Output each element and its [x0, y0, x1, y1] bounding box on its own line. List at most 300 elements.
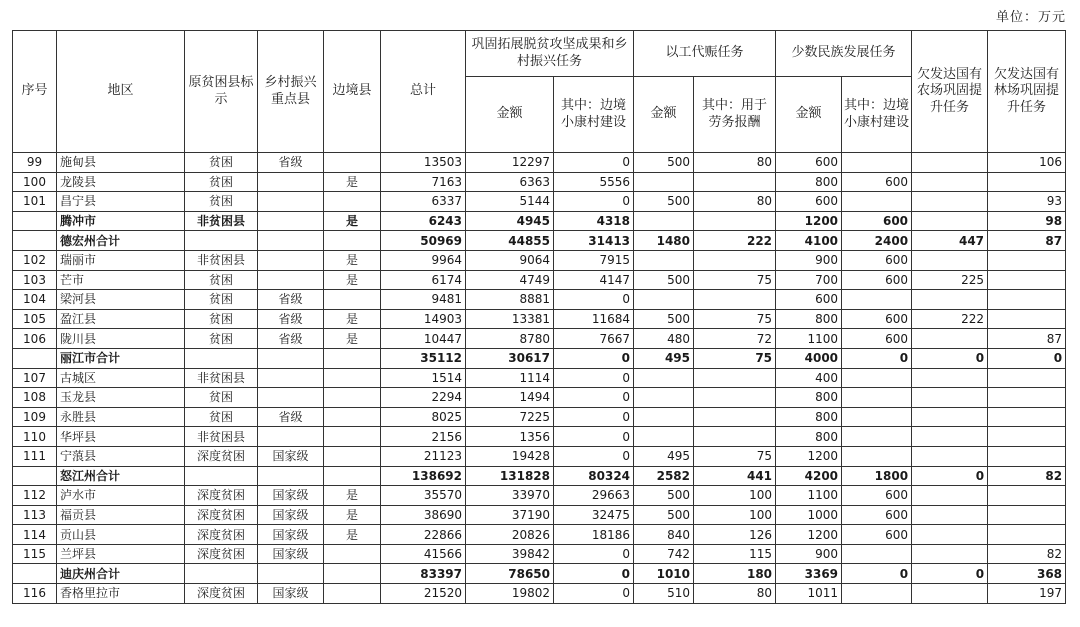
- cell-revitalization: 国家级: [258, 584, 324, 604]
- cell-minority-amount: 900: [776, 250, 842, 270]
- cell-work-relief-labor: 75: [694, 348, 776, 368]
- header-consolidate: 巩固拓展脱贫攻坚成果和乡村振兴任务: [466, 31, 634, 77]
- cell-work-relief-labor: [694, 407, 776, 427]
- cell-farm: [912, 584, 988, 604]
- cell-minority-border-village: 600: [842, 211, 912, 231]
- cell-farm: [912, 153, 988, 173]
- cell-consolidate-border-village: 18186: [554, 525, 634, 545]
- cell-total: 35112: [381, 348, 466, 368]
- cell-consolidate-amount: 37190: [466, 505, 554, 525]
- cell-seq: 108: [13, 388, 57, 408]
- cell-poverty: [185, 231, 258, 251]
- cell-minority-border-village: 1800: [842, 466, 912, 486]
- cell-consolidate-amount: 1356: [466, 427, 554, 447]
- cell-poverty: 贫困: [185, 329, 258, 349]
- cell-total: 6337: [381, 192, 466, 212]
- cell-consolidate-amount: 12297: [466, 153, 554, 173]
- cell-work-relief-amount: [634, 250, 694, 270]
- cell-total: 2156: [381, 427, 466, 447]
- cell-region: 丽江市合计: [57, 348, 185, 368]
- cell-region: 泸水市: [57, 486, 185, 506]
- cell-work-relief-amount: [634, 407, 694, 427]
- cell-farm: [912, 172, 988, 192]
- cell-forest: 197: [988, 584, 1066, 604]
- cell-work-relief-amount: 510: [634, 584, 694, 604]
- cell-minority-border-village: [842, 290, 912, 310]
- cell-border: [324, 153, 381, 173]
- cell-total: 2294: [381, 388, 466, 408]
- cell-minority-border-village: 600: [842, 505, 912, 525]
- cell-work-relief-labor: 75: [694, 446, 776, 466]
- cell-border: [324, 446, 381, 466]
- cell-minority-border-village: 600: [842, 250, 912, 270]
- cell-revitalization: [258, 427, 324, 447]
- cell-farm: [912, 192, 988, 212]
- cell-poverty: 非贫困县: [185, 211, 258, 231]
- cell-region: 香格里拉市: [57, 584, 185, 604]
- cell-minority-border-village: [842, 446, 912, 466]
- cell-minority-amount: 4000: [776, 348, 842, 368]
- cell-farm: [912, 368, 988, 388]
- cell-region: 昌宁县: [57, 192, 185, 212]
- cell-region: 瑞丽市: [57, 250, 185, 270]
- cell-minority-amount: 1100: [776, 486, 842, 506]
- cell-minority-amount: 800: [776, 427, 842, 447]
- cell-revitalization: [258, 466, 324, 486]
- cell-minority-amount: 3369: [776, 564, 842, 584]
- cell-work-relief-amount: [634, 211, 694, 231]
- cell-forest: [988, 270, 1066, 290]
- cell-border: 是: [324, 329, 381, 349]
- cell-minority-border-village: 600: [842, 172, 912, 192]
- cell-work-relief-labor: [694, 290, 776, 310]
- header-farm: 欠发达国有农场巩固提升任务: [912, 31, 988, 153]
- cell-total: 14903: [381, 309, 466, 329]
- cell-total: 9481: [381, 290, 466, 310]
- cell-poverty: [185, 564, 258, 584]
- cell-farm: [912, 329, 988, 349]
- cell-poverty: 贫困: [185, 270, 258, 290]
- cell-total: 50969: [381, 231, 466, 251]
- cell-border: [324, 388, 381, 408]
- cell-border: 是: [324, 505, 381, 525]
- cell-consolidate-amount: 1494: [466, 388, 554, 408]
- cell-revitalization: 省级: [258, 290, 324, 310]
- cell-revitalization: 省级: [258, 329, 324, 349]
- cell-revitalization: [258, 348, 324, 368]
- cell-work-relief-amount: 480: [634, 329, 694, 349]
- cell-minority-border-village: 600: [842, 270, 912, 290]
- cell-region: 华坪县: [57, 427, 185, 447]
- cell-region: 玉龙县: [57, 388, 185, 408]
- cell-consolidate-border-village: 5556: [554, 172, 634, 192]
- cell-consolidate-amount: 7225: [466, 407, 554, 427]
- cell-forest: 0: [988, 348, 1066, 368]
- cell-consolidate-border-village: 29663: [554, 486, 634, 506]
- cell-region: 施甸县: [57, 153, 185, 173]
- cell-forest: [988, 525, 1066, 545]
- cell-work-relief-labor: 115: [694, 544, 776, 564]
- cell-work-relief-amount: 500: [634, 153, 694, 173]
- cell-forest: [988, 368, 1066, 388]
- cell-work-relief-labor: [694, 172, 776, 192]
- cell-work-relief-amount: [634, 290, 694, 310]
- cell-revitalization: [258, 368, 324, 388]
- cell-consolidate-border-village: 0: [554, 348, 634, 368]
- cell-consolidate-amount: 20826: [466, 525, 554, 545]
- cell-poverty: 贫困: [185, 153, 258, 173]
- cell-revitalization: [258, 388, 324, 408]
- cell-work-relief-amount: 495: [634, 348, 694, 368]
- cell-revitalization: [258, 270, 324, 290]
- cell-minority-amount: 800: [776, 388, 842, 408]
- cell-border: [324, 290, 381, 310]
- cell-work-relief-labor: 441: [694, 466, 776, 486]
- cell-total: 13503: [381, 153, 466, 173]
- cell-border: 是: [324, 211, 381, 231]
- cell-consolidate-border-village: 0: [554, 368, 634, 388]
- cell-region: 陇川县: [57, 329, 185, 349]
- header-minority-amount: 金额: [776, 77, 842, 153]
- cell-seq: 114: [13, 525, 57, 545]
- cell-work-relief-labor: [694, 368, 776, 388]
- cell-revitalization: [258, 211, 324, 231]
- header-minority: 少数民族发展任务: [776, 31, 912, 77]
- table-row: [13, 368, 1066, 388]
- cell-revitalization: 国家级: [258, 544, 324, 564]
- cell-forest: 82: [988, 466, 1066, 486]
- cell-seq: 112: [13, 486, 57, 506]
- cell-total: 22866: [381, 525, 466, 545]
- cell-seq: 111: [13, 446, 57, 466]
- cell-consolidate-border-village: 32475: [554, 505, 634, 525]
- cell-region: 福贡县: [57, 505, 185, 525]
- table-row: [13, 584, 1066, 604]
- header-seq: 序号: [13, 31, 57, 153]
- cell-seq: [13, 231, 57, 251]
- cell-farm: [912, 505, 988, 525]
- cell-farm: [912, 544, 988, 564]
- cell-consolidate-amount: 33970: [466, 486, 554, 506]
- cell-poverty: 贫困: [185, 388, 258, 408]
- cell-border: 是: [324, 486, 381, 506]
- cell-work-relief-amount: 1480: [634, 231, 694, 251]
- cell-work-relief-labor: 72: [694, 329, 776, 349]
- header-region: 地区: [57, 31, 185, 153]
- cell-revitalization: 省级: [258, 407, 324, 427]
- cell-poverty: 深度贫困: [185, 486, 258, 506]
- cell-work-relief-labor: 80: [694, 153, 776, 173]
- unit-label: 单位：万元: [995, 10, 1066, 25]
- cell-minority-amount: 700: [776, 270, 842, 290]
- cell-work-relief-amount: 1010: [634, 564, 694, 584]
- cell-seq: [13, 466, 57, 486]
- cell-minority-border-village: [842, 584, 912, 604]
- table-row: [13, 309, 1066, 329]
- cell-consolidate-border-village: 4147: [554, 270, 634, 290]
- cell-revitalization: [258, 192, 324, 212]
- cell-work-relief-labor: [694, 250, 776, 270]
- cell-work-relief-amount: 500: [634, 505, 694, 525]
- cell-forest: [988, 427, 1066, 447]
- cell-total: 6243: [381, 211, 466, 231]
- cell-minority-amount: 1200: [776, 525, 842, 545]
- cell-poverty: 非贫困县: [185, 368, 258, 388]
- cell-region: 宁蒗县: [57, 446, 185, 466]
- cell-minority-amount: 400: [776, 368, 842, 388]
- header-work-relief-labor: 其中：用于劳务报酬: [694, 77, 776, 153]
- cell-seq: 113: [13, 505, 57, 525]
- cell-minority-amount: 4200: [776, 466, 842, 486]
- cell-minority-amount: 1011: [776, 584, 842, 604]
- header-consolidate-border-village: 其中：边境小康村建设: [554, 77, 634, 153]
- cell-seq: 99: [13, 153, 57, 173]
- cell-poverty: 非贫困县: [185, 250, 258, 270]
- cell-revitalization: 国家级: [258, 525, 324, 545]
- cell-consolidate-border-village: 0: [554, 407, 634, 427]
- cell-poverty: 深度贫困: [185, 544, 258, 564]
- cell-farm: [912, 525, 988, 545]
- cell-minority-border-village: [842, 407, 912, 427]
- cell-region: 古城区: [57, 368, 185, 388]
- cell-consolidate-amount: 131828: [466, 466, 554, 486]
- cell-consolidate-border-village: 0: [554, 427, 634, 447]
- cell-total: 6174: [381, 270, 466, 290]
- cell-consolidate-amount: 19802: [466, 584, 554, 604]
- cell-seq: [13, 211, 57, 231]
- cell-total: 1514: [381, 368, 466, 388]
- cell-poverty: 贫困: [185, 172, 258, 192]
- cell-total: 9964: [381, 250, 466, 270]
- cell-poverty: [185, 466, 258, 486]
- cell-minority-border-village: [842, 368, 912, 388]
- cell-region: 贡山县: [57, 525, 185, 545]
- cell-region: 德宏州合计: [57, 231, 185, 251]
- cell-revitalization: 省级: [258, 309, 324, 329]
- cell-work-relief-labor: 80: [694, 192, 776, 212]
- cell-work-relief-amount: [634, 172, 694, 192]
- cell-total: 21520: [381, 584, 466, 604]
- table-row: [13, 270, 1066, 290]
- cell-consolidate-amount: 9064: [466, 250, 554, 270]
- cell-minority-amount: 600: [776, 192, 842, 212]
- subtotal-row: [13, 211, 1066, 231]
- cell-minority-amount: 4100: [776, 231, 842, 251]
- cell-consolidate-amount: 8780: [466, 329, 554, 349]
- cell-farm: [912, 290, 988, 310]
- cell-minority-amount: 800: [776, 172, 842, 192]
- cell-consolidate-border-village: 0: [554, 584, 634, 604]
- table-row: [13, 329, 1066, 349]
- cell-forest: [988, 407, 1066, 427]
- table-row: [13, 446, 1066, 466]
- table-row: [13, 250, 1066, 270]
- cell-work-relief-amount: 2582: [634, 466, 694, 486]
- cell-forest: 93: [988, 192, 1066, 212]
- cell-total: 35570: [381, 486, 466, 506]
- cell-work-relief-labor: 100: [694, 505, 776, 525]
- cell-forest: [988, 172, 1066, 192]
- cell-seq: 100: [13, 172, 57, 192]
- cell-region: 腾冲市: [57, 211, 185, 231]
- header-poverty: 原贫困县标示: [185, 31, 258, 153]
- cell-consolidate-amount: 6363: [466, 172, 554, 192]
- cell-total: 8025: [381, 407, 466, 427]
- cell-consolidate-border-village: 31413: [554, 231, 634, 251]
- cell-total: 7163: [381, 172, 466, 192]
- cell-border: 是: [324, 250, 381, 270]
- cell-minority-border-village: [842, 192, 912, 212]
- cell-border: 是: [324, 525, 381, 545]
- cell-work-relief-amount: 500: [634, 309, 694, 329]
- cell-work-relief-labor: 222: [694, 231, 776, 251]
- cell-poverty: 深度贫困: [185, 584, 258, 604]
- cell-seq: 116: [13, 584, 57, 604]
- cell-minority-amount: 600: [776, 290, 842, 310]
- cell-minority-border-village: [842, 153, 912, 173]
- cell-consolidate-amount: 4945: [466, 211, 554, 231]
- cell-work-relief-labor: 75: [694, 270, 776, 290]
- cell-region: 永胜县: [57, 407, 185, 427]
- header-consolidate-amount: 金额: [466, 77, 554, 153]
- table-row: [13, 486, 1066, 506]
- cell-forest: 98: [988, 211, 1066, 231]
- cell-poverty: 深度贫困: [185, 525, 258, 545]
- table-row: [13, 407, 1066, 427]
- subtotal-row: [13, 348, 1066, 368]
- cell-work-relief-amount: 500: [634, 270, 694, 290]
- cell-border: [324, 368, 381, 388]
- cell-poverty: 贫困: [185, 407, 258, 427]
- cell-work-relief-labor: 100: [694, 486, 776, 506]
- cell-farm: [912, 486, 988, 506]
- cell-work-relief-labor: 75: [694, 309, 776, 329]
- cell-seq: 109: [13, 407, 57, 427]
- cell-work-relief-amount: [634, 368, 694, 388]
- subtotal-row: [13, 564, 1066, 584]
- cell-farm: [912, 427, 988, 447]
- cell-region: 盈江县: [57, 309, 185, 329]
- cell-work-relief-amount: 495: [634, 446, 694, 466]
- header-forest: 欠发达国有林场巩固提升任务: [988, 31, 1066, 153]
- table-row: [13, 172, 1066, 192]
- cell-consolidate-border-village: 0: [554, 153, 634, 173]
- cell-forest: 87: [988, 329, 1066, 349]
- cell-poverty: 贫困: [185, 290, 258, 310]
- cell-minority-border-village: 2400: [842, 231, 912, 251]
- cell-minority-amount: 1200: [776, 446, 842, 466]
- cell-minority-border-village: 600: [842, 525, 912, 545]
- cell-border: [324, 231, 381, 251]
- cell-minority-amount: 600: [776, 153, 842, 173]
- cell-consolidate-amount: 1114: [466, 368, 554, 388]
- cell-work-relief-amount: 742: [634, 544, 694, 564]
- cell-minority-amount: 800: [776, 309, 842, 329]
- table-row: [13, 544, 1066, 564]
- cell-border: [324, 192, 381, 212]
- cell-forest: [988, 505, 1066, 525]
- cell-work-relief-labor: 180: [694, 564, 776, 584]
- table-row: [13, 427, 1066, 447]
- cell-seq: 106: [13, 329, 57, 349]
- cell-border: [324, 584, 381, 604]
- cell-consolidate-border-village: 7667: [554, 329, 634, 349]
- cell-total: 83397: [381, 564, 466, 584]
- cell-border: 是: [324, 309, 381, 329]
- cell-poverty: 贫困: [185, 309, 258, 329]
- cell-forest: [988, 446, 1066, 466]
- cell-border: 是: [324, 270, 381, 290]
- cell-seq: 115: [13, 544, 57, 564]
- cell-work-relief-amount: [634, 427, 694, 447]
- cell-seq: 110: [13, 427, 57, 447]
- cell-seq: 107: [13, 368, 57, 388]
- cell-revitalization: [258, 564, 324, 584]
- cell-forest: 106: [988, 153, 1066, 173]
- cell-farm: [912, 211, 988, 231]
- header-minority-border-village: 其中：边境小康村建设: [842, 77, 912, 153]
- cell-forest: [988, 388, 1066, 408]
- cell-farm: [912, 407, 988, 427]
- cell-consolidate-border-village: 0: [554, 446, 634, 466]
- cell-poverty: 贫困: [185, 192, 258, 212]
- cell-poverty: 非贫困县: [185, 427, 258, 447]
- cell-border: [324, 407, 381, 427]
- cell-border: [324, 427, 381, 447]
- cell-poverty: 深度贫困: [185, 505, 258, 525]
- cell-work-relief-labor: [694, 211, 776, 231]
- cell-work-relief-labor: [694, 388, 776, 408]
- cell-work-relief-amount: [634, 388, 694, 408]
- cell-consolidate-amount: 19428: [466, 446, 554, 466]
- cell-consolidate-border-village: 0: [554, 290, 634, 310]
- cell-minority-border-village: 0: [842, 564, 912, 584]
- cell-total: 21123: [381, 446, 466, 466]
- cell-forest: 87: [988, 231, 1066, 251]
- cell-poverty: [185, 348, 258, 368]
- cell-consolidate-amount: 44855: [466, 231, 554, 251]
- header-total: 总计: [381, 31, 466, 153]
- cell-revitalization: 国家级: [258, 486, 324, 506]
- header-revitalization: 乡村振兴重点县: [258, 31, 324, 153]
- table-row: [13, 290, 1066, 310]
- cell-border: 是: [324, 172, 381, 192]
- allocation-table: [12, 30, 1066, 604]
- cell-work-relief-amount: 500: [634, 192, 694, 212]
- cell-consolidate-amount: 5144: [466, 192, 554, 212]
- cell-poverty: 深度贫困: [185, 446, 258, 466]
- table-row: [13, 192, 1066, 212]
- cell-farm: 0: [912, 564, 988, 584]
- table-row: [13, 525, 1066, 545]
- cell-consolidate-border-village: 0: [554, 388, 634, 408]
- cell-seq: 105: [13, 309, 57, 329]
- cell-region: 梁河县: [57, 290, 185, 310]
- cell-consolidate-border-village: 0: [554, 544, 634, 564]
- cell-farm: 0: [912, 348, 988, 368]
- cell-total: 138692: [381, 466, 466, 486]
- cell-work-relief-labor: 80: [694, 584, 776, 604]
- cell-forest: [988, 250, 1066, 270]
- cell-revitalization: [258, 231, 324, 251]
- cell-farm: [912, 446, 988, 466]
- cell-total: 38690: [381, 505, 466, 525]
- cell-minority-border-village: 600: [842, 329, 912, 349]
- cell-consolidate-border-village: 4318: [554, 211, 634, 231]
- cell-region: 迪庆州合计: [57, 564, 185, 584]
- cell-consolidate-border-village: 0: [554, 192, 634, 212]
- cell-border: [324, 466, 381, 486]
